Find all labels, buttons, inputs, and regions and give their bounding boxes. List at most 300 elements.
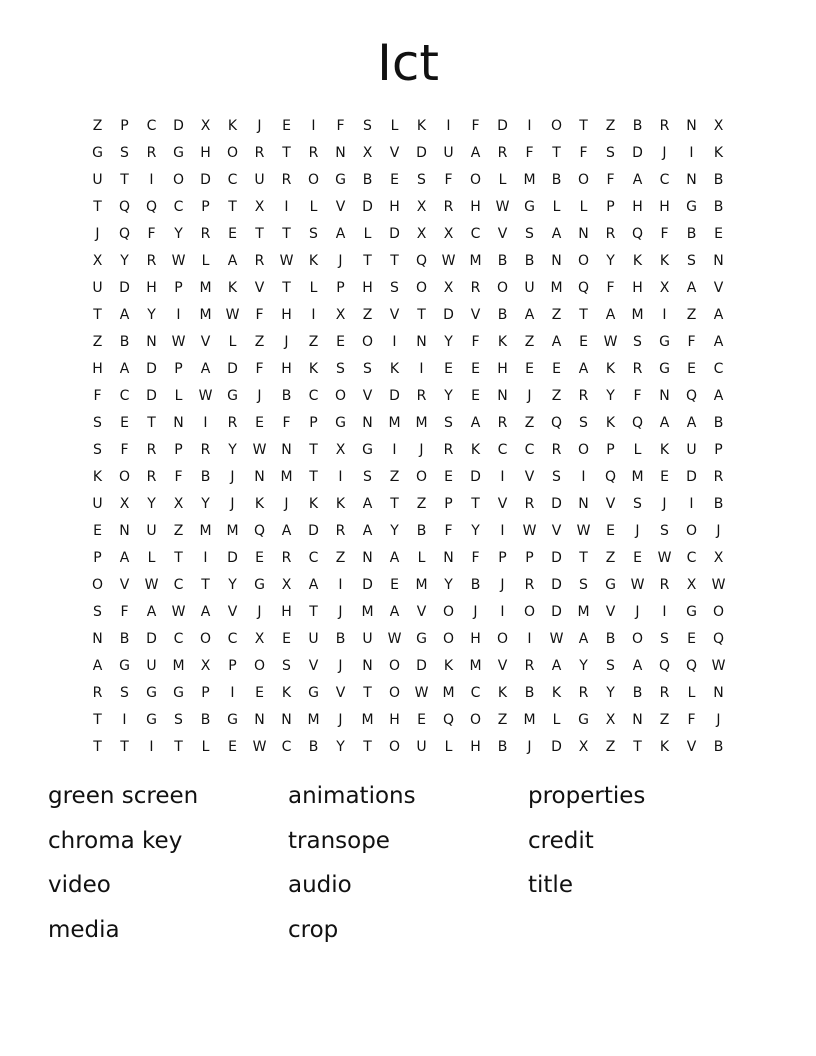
grid-letter: Z xyxy=(92,334,103,350)
grid-letter: M xyxy=(415,577,428,593)
grid-letter: A xyxy=(524,307,535,323)
grid-letter: H xyxy=(200,145,211,161)
grid-letter: W xyxy=(603,334,618,350)
grid-letter: G xyxy=(686,604,697,620)
grid-letter: J xyxy=(257,118,262,134)
grid-letter: C xyxy=(470,226,481,242)
grid-letter: E xyxy=(120,415,129,431)
grid-letter: P xyxy=(174,442,183,458)
grid-letter: R xyxy=(632,361,643,377)
grid-letter: Q xyxy=(415,253,428,269)
grid-letter: W xyxy=(549,631,564,647)
grid-letter: J xyxy=(230,496,235,512)
word-list-item: chroma key xyxy=(48,827,183,854)
grid-letter: P xyxy=(201,199,210,215)
grid-letter: A xyxy=(632,172,643,188)
grid-letter: Q xyxy=(631,415,644,431)
grid-letter: G xyxy=(578,712,589,728)
grid-letter: M xyxy=(577,604,590,620)
grid-letter: G xyxy=(146,685,157,701)
grid-letter: O xyxy=(307,172,320,188)
grid-letter: A xyxy=(200,604,211,620)
grid-letter: F xyxy=(255,361,264,377)
grid-letter: N xyxy=(335,145,346,161)
grid-letter: H xyxy=(281,361,292,377)
grid-letter: T xyxy=(552,145,561,161)
grid-letter: B xyxy=(524,253,535,269)
grid-letter: L xyxy=(579,199,588,215)
grid-letter: R xyxy=(551,442,562,458)
grid-letter: M xyxy=(226,523,239,539)
grid-row xyxy=(84,356,732,383)
grid-letter: O xyxy=(523,604,536,620)
grid-letter: F xyxy=(606,280,615,296)
grid-letter: G xyxy=(524,199,535,215)
grid-letter: P xyxy=(444,496,453,512)
grid-letter: S xyxy=(525,226,534,242)
grid-row xyxy=(84,545,732,572)
grid-letter: S xyxy=(282,658,291,674)
grid-letter: K xyxy=(470,442,481,458)
grid-letter: E xyxy=(255,685,264,701)
grid-letter: S xyxy=(660,523,669,539)
grid-letter: M xyxy=(199,307,212,323)
word-list-item: title xyxy=(528,872,573,898)
grid-letter: T xyxy=(579,307,588,323)
grid-letter: A xyxy=(605,307,616,323)
grid-letter: O xyxy=(577,253,590,269)
grid-letter: D xyxy=(146,631,157,647)
grid-letter: F xyxy=(120,604,129,620)
grid-letter: X xyxy=(578,739,589,755)
grid-letter: B xyxy=(713,496,724,512)
grid-letter: K xyxy=(659,442,670,458)
grid-row xyxy=(84,383,732,410)
grid-letter: Q xyxy=(685,388,698,404)
grid-letter: T xyxy=(282,145,291,161)
grid-letter: O xyxy=(496,631,509,647)
grid-letter: A xyxy=(551,334,562,350)
grid-letter: V xyxy=(200,334,211,350)
grid-letter: D xyxy=(497,118,508,134)
grid-letter: W xyxy=(576,523,591,539)
grid-letter: R xyxy=(281,172,292,188)
grid-row xyxy=(84,707,732,734)
grid-letter: F xyxy=(471,334,480,350)
grid-letter: D xyxy=(389,388,400,404)
grid-letter: E xyxy=(525,361,534,377)
grid-letter: Q xyxy=(145,199,158,215)
grid-letter: Q xyxy=(550,415,563,431)
grid-letter: K xyxy=(605,415,616,431)
grid-letter: H xyxy=(389,199,400,215)
grid-letter: B xyxy=(497,253,508,269)
grid-letter: I xyxy=(689,496,694,512)
grid-row xyxy=(84,275,732,302)
grid-letter: M xyxy=(388,415,401,431)
grid-letter: M xyxy=(631,469,644,485)
grid-letter: X xyxy=(686,577,697,593)
grid-letter: I xyxy=(392,334,397,350)
grid-letter: B xyxy=(119,631,130,647)
grid-letter: S xyxy=(444,415,453,431)
grid-letter: R xyxy=(524,577,535,593)
grid-letter: I xyxy=(338,469,343,485)
grid-letter: C xyxy=(713,361,724,377)
grid-letter: A xyxy=(713,388,724,404)
grid-letter: X xyxy=(335,307,346,323)
grid-letter: V xyxy=(524,469,535,485)
grid-letter: Y xyxy=(579,658,588,674)
grid-letter: W xyxy=(252,442,267,458)
grid-letter: R xyxy=(335,523,346,539)
grid-letter: S xyxy=(606,658,615,674)
grid-letter: Z xyxy=(686,307,697,323)
grid-letter: Z xyxy=(389,469,400,485)
grid-letter: F xyxy=(93,388,102,404)
grid-letter: W xyxy=(711,577,726,593)
grid-letter: K xyxy=(632,253,643,269)
grid-letter: T xyxy=(390,496,399,512)
grid-letter: A xyxy=(119,550,130,566)
grid-letter: M xyxy=(550,280,563,296)
grid-letter: Y xyxy=(120,253,129,269)
grid-letter: A xyxy=(119,307,130,323)
grid-letter: K xyxy=(308,361,319,377)
grid-letter: V xyxy=(713,280,724,296)
word-list-item: transope xyxy=(288,827,390,854)
grid-letter: D xyxy=(173,118,184,134)
grid-letter: K xyxy=(497,334,508,350)
grid-letter: S xyxy=(606,145,615,161)
grid-letter: T xyxy=(93,199,102,215)
grid-letter: D xyxy=(227,361,238,377)
grid-letter: I xyxy=(203,550,208,566)
grid-letter: K xyxy=(416,118,427,134)
grid-letter: T xyxy=(363,739,372,755)
grid-letter: I xyxy=(500,469,505,485)
grid-letter: W xyxy=(252,739,267,755)
grid-letter: E xyxy=(336,334,345,350)
grid-letter: O xyxy=(199,631,212,647)
grid-letter: N xyxy=(659,388,670,404)
grid-letter: R xyxy=(578,388,589,404)
grid-letter: J xyxy=(662,145,667,161)
grid-letter: N xyxy=(632,712,643,728)
grid-letter: C xyxy=(227,172,238,188)
grid-letter: R xyxy=(416,388,427,404)
grid-letter: D xyxy=(416,658,427,674)
grid-row xyxy=(84,599,732,626)
grid-letter: O xyxy=(334,388,347,404)
grid-letter: R xyxy=(443,442,454,458)
grid-letter: Y xyxy=(201,496,210,512)
grid-letter: X xyxy=(713,118,724,134)
grid-letter: A xyxy=(389,550,400,566)
grid-letter: K xyxy=(308,253,319,269)
grid-letter: W xyxy=(171,334,186,350)
grid-letter: D xyxy=(389,226,400,242)
grid-letter: S xyxy=(633,496,642,512)
grid-letter: O xyxy=(415,469,428,485)
grid-letter: P xyxy=(714,442,723,458)
grid-letter: T xyxy=(93,307,102,323)
grid-letter: M xyxy=(523,172,536,188)
grid-letter: D xyxy=(362,577,373,593)
grid-letter: D xyxy=(146,388,157,404)
grid-letter: K xyxy=(335,496,346,512)
grid-letter: M xyxy=(361,604,374,620)
grid-letter: S xyxy=(660,631,669,647)
grid-letter: L xyxy=(417,550,426,566)
grid-letter: P xyxy=(201,685,210,701)
grid-letter: G xyxy=(416,631,427,647)
grid-letter: W xyxy=(711,658,726,674)
grid-letter: U xyxy=(416,739,427,755)
grid-letter: R xyxy=(497,145,508,161)
grid-letter: I xyxy=(122,712,127,728)
grid-letter: T xyxy=(633,739,642,755)
grid-letter: N xyxy=(686,118,697,134)
grid-letter: D xyxy=(551,550,562,566)
grid-letter: B xyxy=(713,739,724,755)
grid-letter: N xyxy=(92,631,103,647)
grid-letter: A xyxy=(659,415,670,431)
grid-letter: V xyxy=(497,226,508,242)
grid-letter: O xyxy=(442,631,455,647)
grid-letter: Q xyxy=(118,199,131,215)
grid-letter: E xyxy=(444,469,453,485)
grid-letter: P xyxy=(93,550,102,566)
grid-letter: B xyxy=(335,631,346,647)
grid-letter: R xyxy=(443,199,454,215)
grid-letter: H xyxy=(389,712,400,728)
grid-letter: G xyxy=(335,415,346,431)
grid-letter: R xyxy=(524,658,535,674)
grid-letter: V xyxy=(362,388,373,404)
grid-letter: Y xyxy=(228,577,237,593)
grid-letter: G xyxy=(308,685,319,701)
grid-letter: B xyxy=(470,577,481,593)
grid-letter: D xyxy=(470,469,481,485)
grid-letter: F xyxy=(687,712,696,728)
grid-letter: V xyxy=(416,604,427,620)
grid-letter: U xyxy=(524,280,535,296)
grid-letter: X xyxy=(605,712,616,728)
grid-letter: Z xyxy=(605,550,616,566)
grid-letter: W xyxy=(225,307,240,323)
grid-letter: F xyxy=(633,388,642,404)
grid-letter: X xyxy=(713,550,724,566)
grid-letter: S xyxy=(174,712,183,728)
grid-letter: F xyxy=(471,118,480,134)
grid-letter: X xyxy=(416,199,427,215)
grid-letter: B xyxy=(416,523,427,539)
grid-letter: C xyxy=(119,388,130,404)
grid-letter: N xyxy=(551,253,562,269)
grid-letter: N xyxy=(173,415,184,431)
grid-letter: Z xyxy=(659,712,670,728)
grid-letter: T xyxy=(228,199,237,215)
grid-letter: U xyxy=(146,523,157,539)
grid-letter: D xyxy=(119,280,130,296)
grid-letter: H xyxy=(659,199,670,215)
grid-letter: K xyxy=(389,361,400,377)
grid-letter: L xyxy=(201,739,210,755)
grid-letter: V xyxy=(497,496,508,512)
grid-letter: B xyxy=(713,415,724,431)
grid-letter: U xyxy=(92,172,103,188)
grid-letter: K xyxy=(551,685,562,701)
grid-letter: O xyxy=(415,280,428,296)
grid-letter: L xyxy=(147,550,156,566)
grid-letter: V xyxy=(551,523,562,539)
grid-letter: N xyxy=(254,469,265,485)
grid-letter: E xyxy=(255,550,264,566)
grid-letter: T xyxy=(282,226,291,242)
grid-letter: A xyxy=(200,361,211,377)
grid-letter: T xyxy=(93,712,102,728)
grid-letter: H xyxy=(362,280,373,296)
grid-letter: Z xyxy=(308,334,319,350)
grid-letter: C xyxy=(173,631,184,647)
grid-letter: H xyxy=(470,739,481,755)
grid-letter: B xyxy=(281,388,292,404)
grid-letter: A xyxy=(308,577,319,593)
word-list-item: audio xyxy=(288,872,352,898)
word-list xyxy=(48,774,768,952)
grid-letter: Z xyxy=(335,550,346,566)
grid-letter: O xyxy=(685,523,698,539)
grid-row xyxy=(84,329,732,356)
grid-letter: E xyxy=(606,523,615,539)
grid-letter: F xyxy=(660,226,669,242)
grid-letter: X xyxy=(659,280,670,296)
grid-letter: E xyxy=(471,388,480,404)
grid-letter: T xyxy=(579,550,588,566)
grid-letter: I xyxy=(500,604,505,620)
grid-letter: A xyxy=(92,658,103,674)
grid-letter: N xyxy=(119,523,130,539)
grid-letter: V xyxy=(605,496,616,512)
grid-letter: C xyxy=(470,685,481,701)
grid-row xyxy=(84,464,732,491)
grid-letter: X xyxy=(416,226,427,242)
grid-letter: U xyxy=(362,631,373,647)
grid-letter: O xyxy=(469,712,482,728)
grid-letter: C xyxy=(524,442,535,458)
grid-letter: R xyxy=(659,118,670,134)
grid-letter: H xyxy=(632,280,643,296)
word-list-item: credit xyxy=(528,827,594,854)
grid-letter: T xyxy=(579,118,588,134)
grid-letter: Y xyxy=(444,334,453,350)
grid-letter: X xyxy=(92,253,103,269)
grid-letter: T xyxy=(363,685,372,701)
grid-letter: F xyxy=(147,226,156,242)
grid-letter: P xyxy=(309,415,318,431)
grid-letter: C xyxy=(227,631,238,647)
grid-letter: E xyxy=(93,523,102,539)
grid-letter: I xyxy=(392,442,397,458)
grid-letter: A xyxy=(686,415,697,431)
grid-letter: R xyxy=(200,226,211,242)
grid-letter: V xyxy=(119,577,130,593)
word-list-item: media xyxy=(48,916,120,943)
grid-letter: J xyxy=(284,334,289,350)
grid-letter: U xyxy=(443,145,454,161)
grid-letter: G xyxy=(335,172,346,188)
grid-letter: B xyxy=(713,199,724,215)
grid-letter: Z xyxy=(551,388,562,404)
grid-row xyxy=(84,194,732,221)
grid-row xyxy=(84,653,732,680)
grid-letter: J xyxy=(338,604,343,620)
grid-letter: G xyxy=(227,712,238,728)
grid-letter: N xyxy=(362,415,373,431)
grid-letter: L xyxy=(633,442,642,458)
grid-letter: I xyxy=(176,307,181,323)
grid-letter: D xyxy=(146,361,157,377)
grid-letter: A xyxy=(551,226,562,242)
grid-letter: S xyxy=(579,415,588,431)
grid-letter: Z xyxy=(362,307,373,323)
grid-letter: E xyxy=(687,361,696,377)
grid-letter: K xyxy=(713,145,724,161)
grid-row xyxy=(84,491,732,518)
grid-letter: P xyxy=(525,550,534,566)
grid-letter: Y xyxy=(228,442,237,458)
grid-letter: O xyxy=(253,658,266,674)
grid-letter: E xyxy=(255,415,264,431)
grid-letter: L xyxy=(390,118,399,134)
grid-letter: W xyxy=(441,253,456,269)
grid-letter: V xyxy=(227,604,238,620)
grid-letter: S xyxy=(363,469,372,485)
grid-letter: M xyxy=(199,280,212,296)
grid-letter: R xyxy=(146,253,157,269)
grid-letter: S xyxy=(93,442,102,458)
grid-letter: I xyxy=(284,199,289,215)
grid-letter: P xyxy=(498,550,507,566)
grid-letter: Y xyxy=(174,226,183,242)
grid-letter: F xyxy=(120,442,129,458)
grid-letter: F xyxy=(525,145,534,161)
grid-letter: W xyxy=(144,577,159,593)
grid-letter: F xyxy=(687,334,696,350)
grid-letter: S xyxy=(363,118,372,134)
grid-letter: M xyxy=(415,415,428,431)
grid-letter: R xyxy=(146,469,157,485)
grid-letter: A xyxy=(281,523,292,539)
grid-letter: R xyxy=(308,145,319,161)
grid-letter: E xyxy=(660,469,669,485)
grid-letter: W xyxy=(495,199,510,215)
grid-letter: K xyxy=(308,496,319,512)
grid-letter: F xyxy=(174,469,183,485)
grid-letter: Y xyxy=(147,496,156,512)
letter-grid xyxy=(84,113,732,761)
grid-letter: L xyxy=(309,280,318,296)
grid-letter: J xyxy=(473,604,478,620)
grid-letter: L xyxy=(552,199,561,215)
grid-letter: H xyxy=(92,361,103,377)
grid-letter: I xyxy=(581,469,586,485)
grid-letter: X xyxy=(200,118,211,134)
grid-letter: O xyxy=(631,631,644,647)
grid-row xyxy=(84,221,732,248)
grid-letter: O xyxy=(91,577,104,593)
